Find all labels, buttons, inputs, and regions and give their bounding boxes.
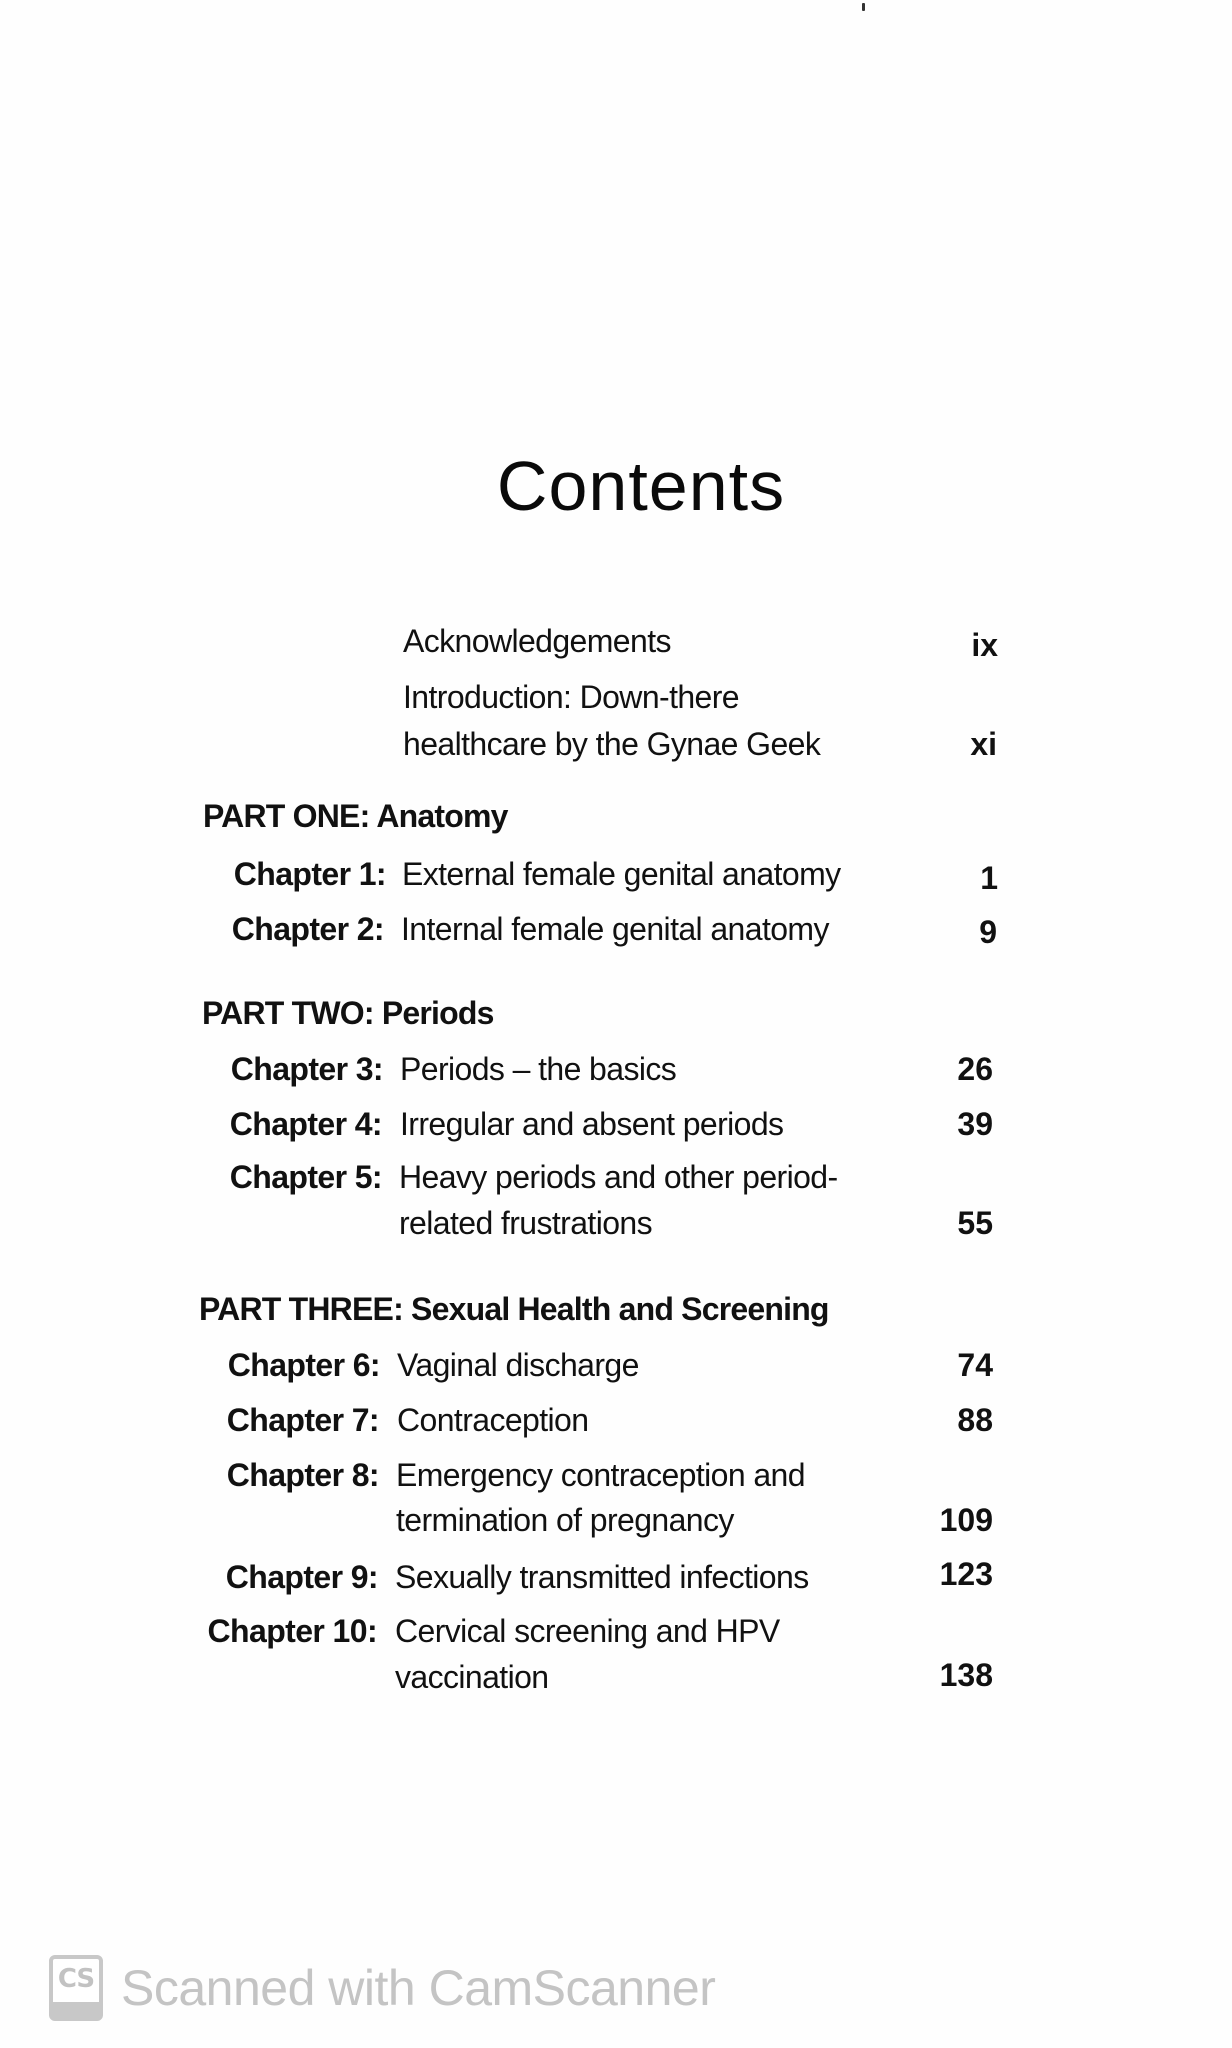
part-three-name: Sexual Health and Screening: [411, 1291, 829, 1327]
chapter-5-title-line2[interactable]: related frustrations: [399, 1205, 653, 1241]
chapter-4-label: Chapter 4:: [229, 1106, 382, 1142]
toc-entry-introduction-title-line1[interactable]: Introduction: Down-there: [403, 679, 740, 715]
part-two-label: PART TWO:: [202, 995, 374, 1031]
page-title: Contents: [496, 447, 786, 525]
watermark-text: Scanned with CamScanner: [121, 1960, 716, 2016]
chapter-3-page[interactable]: 26: [957, 1051, 993, 1087]
chapter-7-page[interactable]: 88: [957, 1402, 993, 1438]
part-one-label: PART ONE:: [203, 798, 370, 834]
chapter-1-page[interactable]: 1: [980, 860, 998, 896]
chapter-1-label: Chapter 1:: [233, 856, 386, 892]
toc-entry-introduction-page[interactable]: xi: [970, 726, 997, 762]
chapter-8-label: Chapter 8:: [226, 1457, 379, 1493]
toc-entry-introduction-title-line2[interactable]: healthcare by the Gynae Geek: [403, 726, 821, 762]
scan-speck: [862, 3, 865, 11]
camscanner-logo-text: CS: [57, 1964, 95, 1994]
toc-entry-acknowledgements-title[interactable]: Acknowledgements: [403, 623, 671, 659]
camscanner-logo-bar: [52, 2002, 100, 2018]
chapter-9-page[interactable]: 123: [939, 1556, 993, 1592]
chapter-3-title[interactable]: Periods – the basics: [400, 1051, 677, 1087]
chapter-6-page[interactable]: 74: [957, 1347, 993, 1383]
chapter-8-title-line2[interactable]: termination of pregnancy: [396, 1502, 734, 1538]
chapter-8-page[interactable]: 109: [939, 1502, 993, 1538]
part-two-heading: [202, 993, 494, 1033]
part-three-label: PART THREE:: [199, 1291, 403, 1327]
chapter-9-label: Chapter 9:: [225, 1559, 378, 1595]
chapter-2-page[interactable]: 9: [979, 914, 997, 950]
camscanner-watermark: [49, 1952, 715, 2024]
chapter-10-title-line2[interactable]: vaccination: [395, 1659, 549, 1695]
chapter-5-title-line1[interactable]: Heavy periods and other period-: [399, 1159, 838, 1195]
toc-entry-acknowledgements-page[interactable]: ix: [971, 627, 998, 663]
chapter-4-title[interactable]: Irregular and absent periods: [400, 1106, 784, 1142]
chapter-10-label: Chapter 10:: [207, 1613, 377, 1649]
chapter-2-title[interactable]: Internal female genital anatomy: [401, 911, 829, 947]
chapter-4-page[interactable]: 39: [957, 1106, 993, 1142]
chapter-3-label: Chapter 3:: [230, 1051, 383, 1087]
chapter-9-title[interactable]: Sexually transmitted infections: [395, 1559, 809, 1595]
part-three-heading: [199, 1289, 829, 1329]
part-two-name: Periods: [381, 995, 494, 1031]
chapter-2-label: Chapter 2:: [231, 911, 384, 947]
chapter-5-page[interactable]: 55: [957, 1205, 993, 1241]
chapter-6-title[interactable]: Vaginal discharge: [397, 1347, 639, 1383]
camscanner-logo-icon: [49, 1955, 103, 2021]
chapter-7-title[interactable]: Contraception: [397, 1402, 589, 1438]
chapter-7-label: Chapter 7:: [226, 1402, 379, 1438]
chapter-6-label: Chapter 6:: [227, 1347, 380, 1383]
chapter-8-title-line1[interactable]: Emergency contraception and: [396, 1457, 805, 1493]
part-one-heading: [203, 796, 508, 836]
chapter-10-title-line1[interactable]: Cervical screening and HPV: [395, 1613, 780, 1649]
chapter-5-label: Chapter 5:: [229, 1159, 382, 1195]
part-one-name: Anatomy: [376, 798, 508, 834]
chapter-1-title[interactable]: External female genital anatomy: [402, 856, 841, 892]
chapter-10-page[interactable]: 138: [939, 1657, 993, 1693]
